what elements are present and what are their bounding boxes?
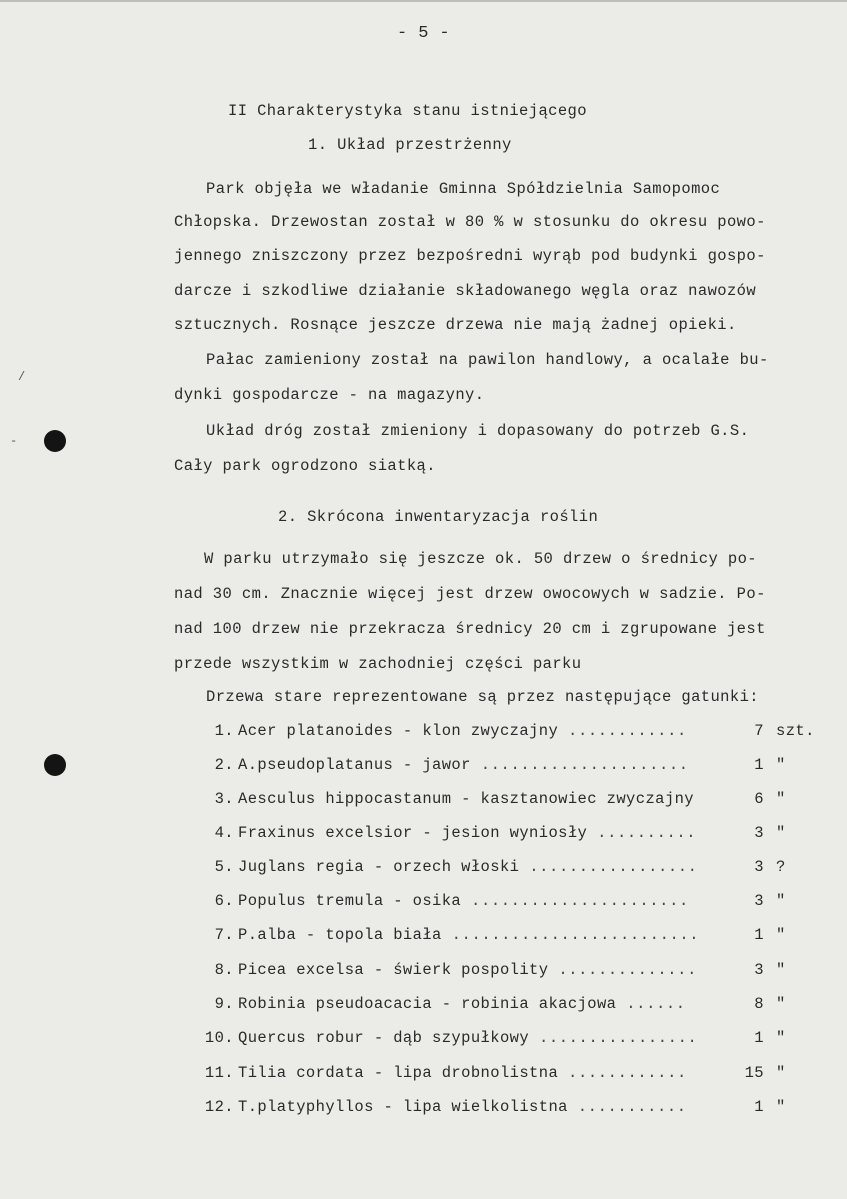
species-row [200, 995, 812, 1017]
paragraph-line: dynki gospodarcze - na magazyny. [174, 386, 485, 404]
species-count: 6 [754, 790, 764, 808]
paragraph-line: Pałac zamieniony został na pawilon handlowy, a ocalałe bu- [206, 351, 769, 369]
species-unit: " [776, 892, 786, 910]
species-intro: Drzewa stare reprezentowane są przez następujące gatunki: [206, 688, 759, 706]
species-row [200, 926, 812, 948]
leader-dots: ...... [616, 995, 686, 1013]
species-unit: " [776, 926, 786, 944]
species-number: 11. [204, 1064, 234, 1082]
species-count: 15 [744, 1064, 764, 1082]
species-number: 7. [214, 926, 234, 944]
leader-dots: ......................... [441, 926, 700, 944]
paragraph-line: Park objęła we władanie Gminna Spółdzielnia Samopomoc [206, 180, 721, 198]
subsection-title: 1. Układ przestrżenny [308, 136, 512, 154]
paragraph-line: nad 100 drzew nie przekracza średnicy 20 cm i zgrupowane jest [174, 620, 766, 638]
paragraph-line: nad 30 cm. Znacznie więcej jest drzew owocowych w sadzie. Po- [174, 585, 766, 603]
species-name: Robinia pseudoacacia - robinia akacjowa [238, 995, 617, 1013]
punch-hole [44, 430, 66, 452]
species-name: A.pseudoplatanus - jawor [238, 756, 471, 774]
section-title: II Charakterystyka stanu istniejącego [228, 102, 587, 120]
species-name: Juglans regia - orzech włoski [238, 858, 520, 876]
species-unit: " [776, 1064, 786, 1082]
margin-mark: - [10, 434, 18, 448]
species-count: 3 [754, 858, 764, 876]
species-name: Aesculus hippocastanum - kasztanowiec zwyczajny [238, 790, 694, 808]
species-count: 1 [754, 1098, 764, 1116]
leader-dots: .......... [587, 824, 697, 842]
species-number: 12. [204, 1098, 234, 1116]
species-number: 6. [214, 892, 234, 910]
leader-dots: ........... [567, 1098, 687, 1116]
species-unit: " [776, 961, 786, 979]
paragraph-line: jennego zniszczony przez bezpośredni wyrąb pod budynki gospo- [174, 247, 766, 265]
species-unit: " [776, 790, 786, 808]
species-number: 4. [214, 824, 234, 842]
species-row [200, 756, 812, 778]
species-unit: " [776, 1029, 786, 1047]
leader-dots: ............ [558, 722, 687, 740]
species-row [200, 824, 812, 846]
species-unit: " [776, 824, 786, 842]
leader-dots: .............. [548, 961, 697, 979]
species-row [200, 790, 812, 812]
paragraph-line: Cały park ogrodzono siatką. [174, 457, 436, 475]
species-name: Fraxinus excelsior - jesion wyniosły [238, 824, 588, 842]
species-number: 8. [214, 961, 234, 979]
species-name: P.alba - topola biała [238, 926, 442, 944]
species-count: 3 [754, 961, 764, 979]
paragraph-line: darcze i szkodliwe działanie składowanego węgla oraz nawozów [174, 282, 757, 300]
species-unit: " [776, 1098, 786, 1116]
species-number: 9. [214, 995, 234, 1013]
species-row [200, 858, 812, 880]
page-number: - 5 - [396, 24, 450, 43]
leader-dots: ............ [558, 1064, 687, 1082]
species-count: 1 [754, 756, 764, 774]
species-name: Quercus robur - dąb szypułkowy [238, 1029, 530, 1047]
species-number: 5. [214, 858, 234, 876]
species-row [200, 892, 812, 914]
species-count: 3 [754, 824, 764, 842]
species-row [200, 722, 815, 744]
paragraph-line: W parku utrzymało się jeszcze ok. 50 drzew o średnicy po- [204, 550, 757, 568]
species-name: Acer platanoides - klon zwyczajny [238, 722, 559, 740]
species-count: 7 [754, 722, 764, 740]
paragraph-line: Chłopska. Drzewostan został w 80 % w stosunku do okresu powo- [174, 213, 766, 231]
species-row [200, 1029, 812, 1051]
species-count: 1 [754, 1029, 764, 1047]
paragraph-line: przede wszystkim w zachodniej części parku [174, 655, 582, 673]
species-number: 10. [204, 1029, 234, 1047]
species-number: 1. [214, 722, 234, 740]
leader-dots: ..................... [470, 756, 689, 774]
species-unit: szt. [776, 722, 815, 740]
punch-hole [44, 754, 66, 776]
leader-dots: ................ [529, 1029, 698, 1047]
species-unit: ? [776, 858, 786, 876]
paragraph-line: sztucznych. Rosnące jeszcze drzewa nie mają żadnej opieki. [174, 316, 737, 334]
species-row [200, 1098, 812, 1120]
species-row [200, 961, 812, 983]
species-count: 8 [754, 995, 764, 1013]
species-name: Populus tremula - osika [238, 892, 462, 910]
leader-dots: ................. [519, 858, 698, 876]
species-name: T.platyphyllos - lipa wielkolistna [238, 1098, 568, 1116]
species-count: 3 [754, 892, 764, 910]
species-row [200, 1064, 812, 1086]
species-number: 3. [214, 790, 234, 808]
species-unit: " [776, 756, 786, 774]
subsection-title: 2. Skrócona inwentaryzacja roślin [278, 508, 599, 526]
species-count: 1 [754, 926, 764, 944]
paragraph-line: Układ dróg został zmieniony i dopasowany do potrzeb G.S. [206, 422, 750, 440]
species-name: Picea excelsa - świerk pospolity [238, 961, 549, 979]
margin-mark: / [18, 370, 26, 384]
species-unit: " [776, 995, 786, 1013]
species-name: Tilia cordata - lipa drobnolistna [238, 1064, 559, 1082]
leader-dots: ...................... [461, 892, 689, 910]
species-number: 2. [214, 756, 234, 774]
